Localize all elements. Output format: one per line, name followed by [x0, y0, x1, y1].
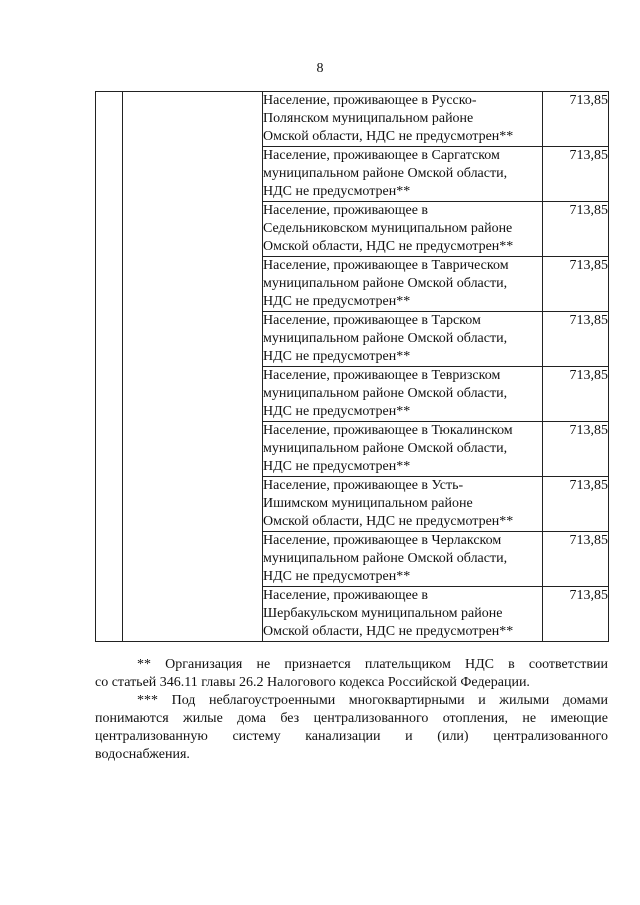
consumer-line: муниципальном районе Омской области, [263, 386, 508, 401]
consumer-line: Ишимском муниципальном районе [263, 496, 473, 511]
consumer-line: Омской области, НДС не предусмотрен** [263, 129, 514, 144]
consumer-line: НДС не предусмотрен** [263, 184, 411, 199]
consumer-line: муниципальном районе Омской области, [263, 276, 508, 291]
price-cell: 713,85 [543, 257, 609, 312]
tariff-table [95, 91, 609, 642]
consumer-line: Население, проживающее в Усть- [263, 478, 464, 493]
footnote-housing-line-4: водоснабжения. [95, 747, 190, 762]
blank-column-1 [96, 92, 123, 642]
consumer-line: Население, проживающее в [263, 588, 429, 603]
consumer-line: Население, проживающее в Тарском [263, 313, 481, 328]
blank-column-2 [123, 92, 263, 642]
consumer-line: Население, проживающее в Таврическом [263, 258, 509, 273]
consumer-line: НДС не предусмотрен** [263, 404, 411, 419]
consumer-line: муниципальном районе Омской области, [263, 551, 508, 566]
consumer-cell [263, 147, 543, 202]
price-cell: 713,85 [543, 367, 609, 422]
consumer-line: НДС не предусмотрен** [263, 294, 411, 309]
footnotes [95, 656, 608, 764]
consumer-line: НДС не предусмотрен** [263, 349, 411, 364]
price-cell: 713,85 [543, 422, 609, 477]
consumer-line: Полянском муниципальном районе [263, 111, 474, 126]
consumer-line: Население, проживающее в Саргатском [263, 148, 500, 163]
consumer-line: Население, проживающее в [263, 203, 429, 218]
consumer-line: муниципальном районе Омской области, [263, 441, 508, 456]
consumer-line: Население, проживающее в Русско- [263, 93, 477, 108]
consumer-cell [263, 477, 543, 532]
footnote-housing-line-2: понимаются жилые дома без централизованного отопления, не имеющие [95, 711, 608, 726]
consumer-cell [263, 532, 543, 587]
consumer-cell [263, 92, 543, 147]
consumer-cell [263, 257, 543, 312]
table-row [96, 92, 609, 147]
price-cell: 713,85 [543, 477, 609, 532]
consumer-cell [263, 587, 543, 642]
tariff-table-body [96, 92, 609, 642]
consumer-line: муниципальном районе Омской области, [263, 331, 508, 346]
price-cell: 713,85 [543, 532, 609, 587]
page-number: 8 [316, 61, 324, 76]
footnote-housing [95, 692, 608, 764]
consumer-line: Шербакульском муниципальном районе [263, 606, 503, 621]
footnote-housing-line-3: централизованную систему канализации и (или) централизованного [95, 729, 608, 744]
price-cell: 713,85 [543, 312, 609, 367]
price-cell: 713,85 [543, 92, 609, 147]
footnote-housing-line-1: *** Под неблагоустроенными многоквартирными и жилыми домами [137, 693, 608, 708]
price-cell: 713,85 [543, 202, 609, 257]
consumer-line: Седельниковском муниципальном районе [263, 221, 513, 236]
consumer-line: Омской области, НДС не предусмотрен** [263, 624, 514, 639]
consumer-line: Население, проживающее в Тевризском [263, 368, 501, 383]
footnote-vat-line-1: ** Организация не признается плательщиком НДС в соответствии [137, 657, 608, 672]
footnote-vat [95, 656, 608, 692]
tariff-table-wrapper [95, 91, 609, 642]
consumer-cell [263, 202, 543, 257]
consumer-cell [263, 312, 543, 367]
consumer-line: Население, проживающее в Тюкалинском [263, 423, 513, 438]
consumer-line: НДС не предусмотрен** [263, 459, 411, 474]
consumer-cell [263, 422, 543, 477]
consumer-line: НДС не предусмотрен** [263, 569, 411, 584]
consumer-line: Омской области, НДС не предусмотрен** [263, 514, 514, 529]
consumer-line: муниципальном районе Омской области, [263, 166, 508, 181]
consumer-line: Омской области, НДС не предусмотрен** [263, 239, 514, 254]
price-cell: 713,85 [543, 147, 609, 202]
consumer-cell [263, 367, 543, 422]
price-cell: 713,85 [543, 587, 609, 642]
consumer-line: Население, проживающее в Черлакском [263, 533, 502, 548]
footnote-vat-line-2: со статьей 346.11 главы 26.2 Налогового кодекса Российской Федерации. [95, 675, 530, 690]
